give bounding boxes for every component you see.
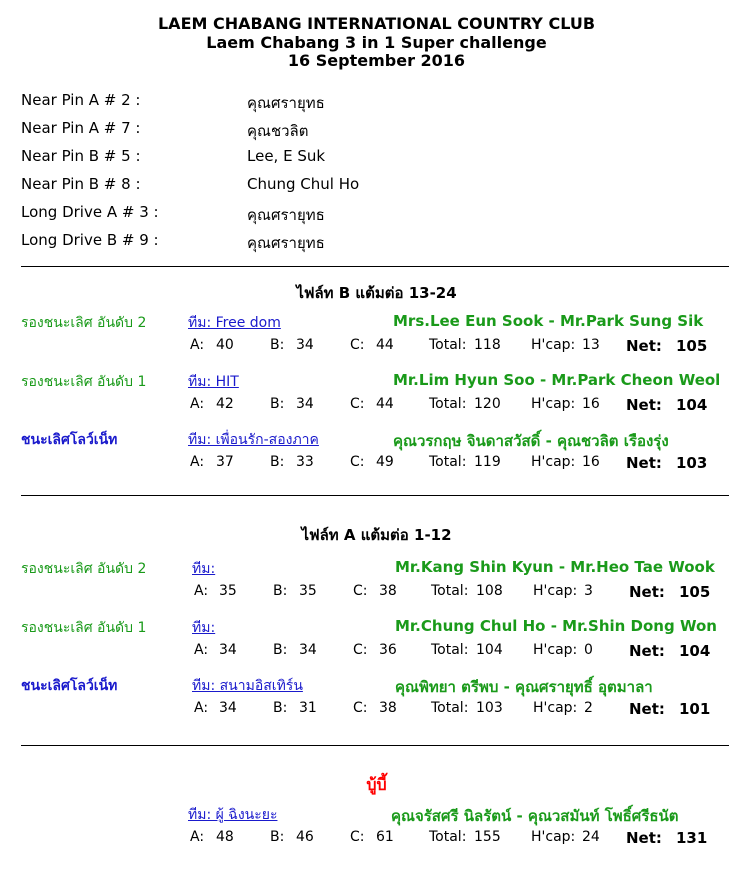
flight-b-title: ไฟล์ท B แต้มต่อ 13-24 xyxy=(296,284,457,302)
rank-label: รองชนะเลิศ อันดับ 1 xyxy=(21,620,147,636)
label-net: Net: xyxy=(626,454,662,472)
score-c: 44 xyxy=(376,396,394,412)
flight-a-entry xyxy=(0,558,753,608)
score-c: 61 xyxy=(376,829,394,845)
label-net: Net: xyxy=(626,337,662,355)
label-a: A: xyxy=(194,583,209,599)
label-a: A: xyxy=(194,642,209,658)
label-net: Net: xyxy=(629,700,665,718)
score-total: 108 xyxy=(476,583,503,599)
label-a: A: xyxy=(194,700,209,716)
team-name: ทีม: xyxy=(192,620,216,636)
label-hcap: H'cap: xyxy=(531,829,576,845)
label-c: C: xyxy=(350,829,365,845)
score-hcap: 16 xyxy=(582,454,600,470)
label-hcap: H'cap: xyxy=(533,583,578,599)
label-total: Total: xyxy=(429,829,467,845)
event-date: 16 September 2016 xyxy=(287,51,466,70)
award-label: Long Drive B # 9 : xyxy=(21,231,159,249)
score-net: 104 xyxy=(679,642,711,660)
flight-a-entry xyxy=(0,675,753,725)
score-c: 44 xyxy=(376,337,394,353)
score-b: 35 xyxy=(299,583,317,599)
label-b: B: xyxy=(270,396,285,412)
label-total: Total: xyxy=(429,454,467,470)
player-names: Mr.Kang Shin Kyun - Mr.Heo Tae Wook xyxy=(395,558,715,576)
score-total: 120 xyxy=(474,396,501,412)
flight-b-entry xyxy=(0,312,753,362)
score-a: 37 xyxy=(216,454,234,470)
award-winner: Chung Chul Ho xyxy=(247,175,360,193)
flight-a-title: ไฟล์ท A แต้มต่อ 1-12 xyxy=(301,526,452,544)
award-winner: Lee, E Suk xyxy=(247,147,326,165)
score-hcap: 0 xyxy=(584,642,593,658)
label-b: B: xyxy=(273,583,288,599)
rank-label: รองชนะเลิศ อันดับ 2 xyxy=(21,561,147,577)
label-total: Total: xyxy=(431,700,469,716)
score-net: 105 xyxy=(679,583,711,601)
team-name: ทีม: ผู้ ฉิงนะยะ xyxy=(188,807,278,823)
event-name: Laem Chabang 3 in 1 Super challenge xyxy=(206,33,547,52)
score-hcap: 16 xyxy=(582,396,600,412)
score-b: 33 xyxy=(296,454,314,470)
score-c: 49 xyxy=(376,454,394,470)
rank-label: ชนะเลิศโลว์เน็ท xyxy=(21,678,118,694)
section-divider xyxy=(21,745,729,746)
score-a: 42 xyxy=(216,396,234,412)
award-label: Long Drive A # 3 : xyxy=(21,203,159,221)
label-hcap: H'cap: xyxy=(531,396,576,412)
score-a: 34 xyxy=(219,700,237,716)
score-a: 35 xyxy=(219,583,237,599)
score-net: 105 xyxy=(676,337,708,355)
player-names: Mr.Chung Chul Ho - Mr.Shin Dong Won xyxy=(395,617,717,635)
label-net: Net: xyxy=(629,642,665,660)
team-name: ทีม: HIT xyxy=(188,374,239,390)
label-c: C: xyxy=(350,396,365,412)
score-total: 118 xyxy=(474,337,501,353)
player-names: Mrs.Lee Eun Sook - Mr.Park Sung Sik xyxy=(393,312,704,330)
player-names: คุณพิทยา ตรีพบ - คุณศรายุทธิ์ อุตมาลา xyxy=(395,678,653,696)
rank-label: ชนะเลิศโลว์เน็ท xyxy=(21,432,118,448)
score-b: 31 xyxy=(299,700,317,716)
section-divider xyxy=(21,495,729,496)
award-winner: คุณศรายุทธ xyxy=(247,206,325,224)
score-total: 104 xyxy=(476,642,503,658)
award-winner: คุณศรายุทธ xyxy=(247,234,325,252)
award-label: Near Pin B # 5 : xyxy=(21,147,141,165)
label-c: C: xyxy=(350,337,365,353)
award-winner: คุณชวลิต xyxy=(247,122,309,140)
score-net: 103 xyxy=(676,454,708,472)
booby-prize-title: บู้บี้ xyxy=(366,775,387,794)
score-hcap: 3 xyxy=(584,583,593,599)
team-name: ทีม: สนามอิสเทิร์น xyxy=(192,678,303,694)
score-total: 103 xyxy=(476,700,503,716)
label-c: C: xyxy=(353,583,368,599)
award-label: Near Pin A # 2 : xyxy=(21,91,141,109)
player-names: Mr.Lim Hyun Soo - Mr.Park Cheon Weol xyxy=(393,371,721,389)
booby-prize-entry xyxy=(0,804,753,854)
label-net: Net: xyxy=(629,583,665,601)
score-b: 34 xyxy=(299,642,317,658)
flight-b-entry xyxy=(0,371,753,421)
rank-label: รองชนะเลิศ อันดับ 1 xyxy=(21,374,147,390)
club-name: LAEM CHABANG INTERNATIONAL COUNTRY CLUB xyxy=(157,14,596,33)
label-net: Net: xyxy=(626,829,662,847)
score-b: 46 xyxy=(296,829,314,845)
score-total: 119 xyxy=(474,454,501,470)
rank-label: รองชนะเลิศ อันดับ 2 xyxy=(21,315,147,331)
label-b: B: xyxy=(270,454,285,470)
label-total: Total: xyxy=(429,396,467,412)
award-winner: คุณศรายุทธ xyxy=(247,94,325,112)
score-total: 155 xyxy=(474,829,501,845)
flight-a-entry xyxy=(0,617,753,667)
label-total: Total: xyxy=(429,337,467,353)
label-a: A: xyxy=(190,396,205,412)
label-a: A: xyxy=(190,829,205,845)
team-name: ทีม: เพื่อนรัก-สองภาค xyxy=(188,432,319,448)
player-names: คุณจรัสศรี นิลรัตน์ - คุณวสมันท์ โพธิ์ศรีธนัต xyxy=(391,807,679,825)
score-hcap: 24 xyxy=(582,829,600,845)
score-c: 36 xyxy=(379,642,397,658)
section-divider xyxy=(21,266,729,267)
score-a: 48 xyxy=(216,829,234,845)
label-b: B: xyxy=(270,337,285,353)
player-names: คุณวรกฤษ จินดาสวัสดิ์ - คุณชวลิต เรืองรุ่ง xyxy=(393,432,669,450)
flight-b-entry xyxy=(0,429,753,479)
label-b: B: xyxy=(270,829,285,845)
team-name: ทีม: Free dom xyxy=(188,315,281,331)
award-label: Near Pin A # 7 : xyxy=(21,119,141,137)
label-total: Total: xyxy=(431,583,469,599)
score-a: 34 xyxy=(219,642,237,658)
label-b: B: xyxy=(273,642,288,658)
score-c: 38 xyxy=(379,700,397,716)
team-name: ทีม: xyxy=(192,561,216,577)
award-label: Near Pin B # 8 : xyxy=(21,175,141,193)
score-net: 104 xyxy=(676,396,708,414)
label-b: B: xyxy=(273,700,288,716)
label-hcap: H'cap: xyxy=(531,454,576,470)
label-c: C: xyxy=(353,700,368,716)
score-b: 34 xyxy=(296,396,314,412)
label-a: A: xyxy=(190,454,205,470)
score-hcap: 2 xyxy=(584,700,593,716)
label-total: Total: xyxy=(431,642,469,658)
label-a: A: xyxy=(190,337,205,353)
score-a: 40 xyxy=(216,337,234,353)
score-c: 38 xyxy=(379,583,397,599)
score-b: 34 xyxy=(296,337,314,353)
score-net: 101 xyxy=(679,700,711,718)
score-hcap: 13 xyxy=(582,337,600,353)
label-c: C: xyxy=(350,454,365,470)
label-net: Net: xyxy=(626,396,662,414)
label-c: C: xyxy=(353,642,368,658)
label-hcap: H'cap: xyxy=(533,642,578,658)
report-header xyxy=(0,14,753,71)
label-hcap: H'cap: xyxy=(531,337,576,353)
score-net: 131 xyxy=(676,829,708,847)
label-hcap: H'cap: xyxy=(533,700,578,716)
